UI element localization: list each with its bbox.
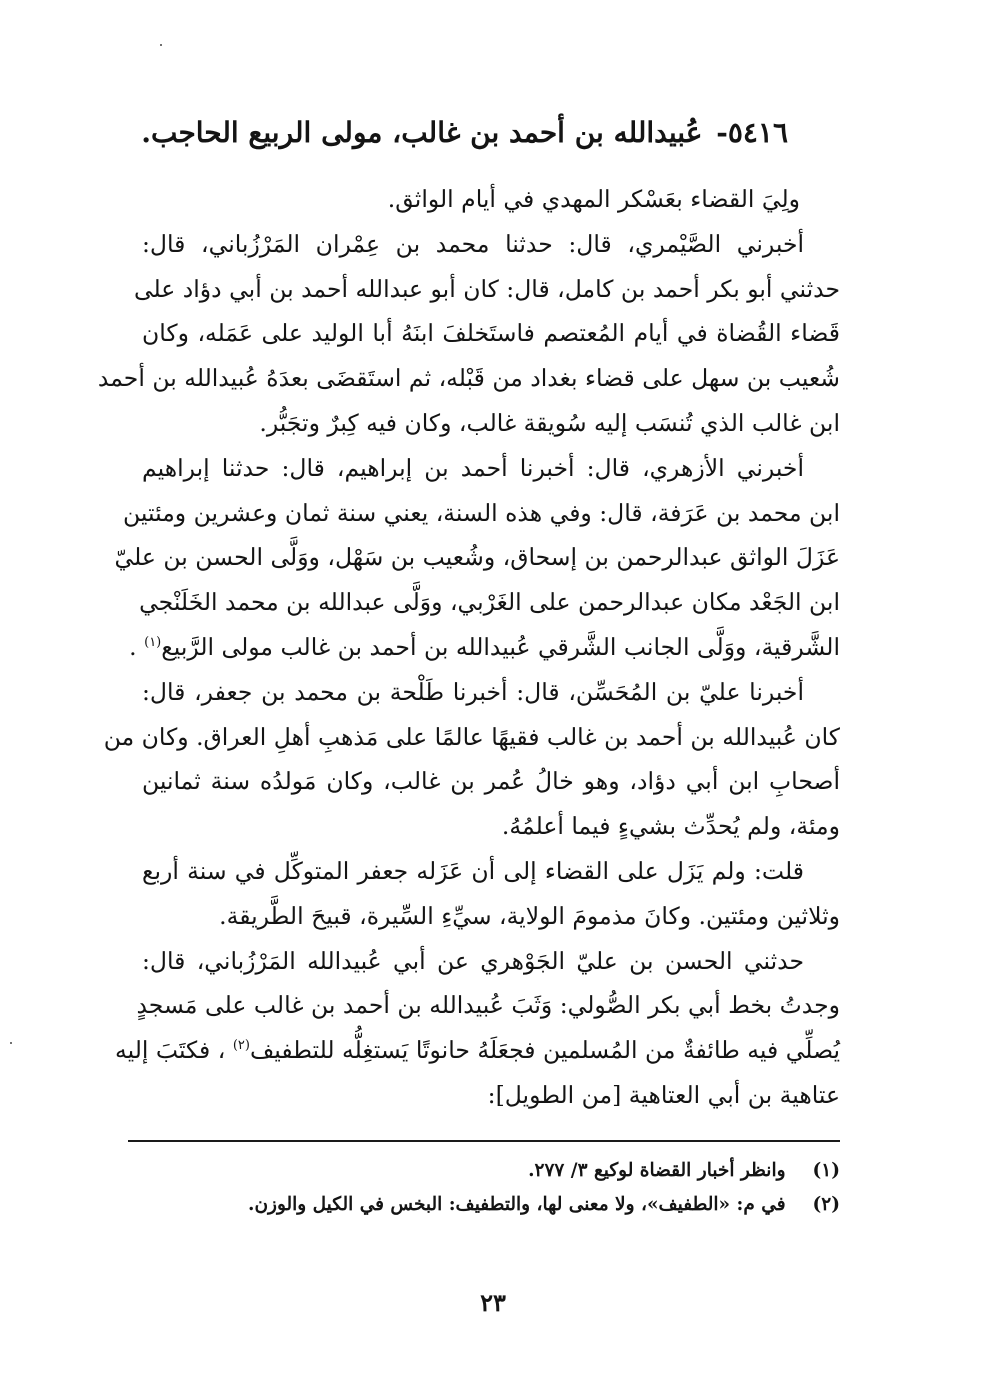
text-line: أخبرنا عليّ بن المُحَسِّن، قال: أخبرنا طَلْحة بن محمد بن جعفر، قال: [142, 677, 804, 706]
footnote-reference[interactable]: (١) [144, 635, 162, 651]
footnote [142, 1154, 840, 1188]
text-line [115, 1028, 840, 1073]
text-line-continuation: ، فكتَبَ إليه [115, 1036, 226, 1065]
text-line: ومئة، ولم يُحدِّث بشيءٍ فيما أعلمُهُ. [501, 812, 840, 841]
page-number: ٢٣ [480, 1288, 506, 1317]
entry-heading [141, 113, 788, 153]
text-line: ابن محمد بن عَرَفة، قال: وفي هذه السنة، يعني سنة ثمان وعشرين ومئتين [123, 498, 840, 527]
body-text [97, 177, 840, 1118]
text-line: حدثني الحسن بن عليّ الجَوْهري عن أبي عُبيدالله المَرْزُباني، قال: [142, 946, 804, 975]
text-line: ولِيَ القضاء بعَسْكر المهدي في أيام الواثق. [387, 185, 800, 213]
paragraph [142, 849, 840, 939]
text-line: كان عُبيدالله بن أحمد بن غالب فقيهًا عالمًا على مَذهبِ أهلِ العراق. وكان من [103, 722, 840, 751]
footnote-divider [128, 1140, 840, 1142]
footnote [142, 1188, 840, 1222]
entry-title: عُبيدالله بن أحمد بن غالب، مولى الربيع الحاجب. [141, 116, 703, 149]
footnote-marker: (٢) [812, 1194, 840, 1215]
text-line-content: الشَّرقية، ووَلَّى الجانب الشَّرقي عُبيدالله بن أحمد بن غالب مولى الرَّبيع [161, 632, 840, 661]
text-line: أخبرني الصَّيْمري، قال: حدثنا محمد بن عِمْران المَرْزُباني، قال: [142, 229, 804, 258]
paragraph [115, 939, 840, 1118]
text-line: عَزَلَ الواثق عبدالرحمن بن إسحاق، وشُعيب بن سَهْل، ووَلَّى الحسن بن عليّ [114, 543, 840, 572]
text-line: وجدتُ بخط أبي بكر الصُّولي: وَثَبَ عُبيدالله بن أحمد بن غالب على مَسجدٍ [136, 991, 840, 1020]
text-line: قَضاء القُضاة في أيام المُعتصم فاستَخلفَ ابنَهُ أبا الوليد على عَمَله، وكان [142, 319, 840, 348]
paragraph [142, 177, 840, 222]
text-line: ابن غالب الذي تُنسَب إليه سُويقة غالب، وكان فيه كِبرٌ وتجَبُّر. [259, 408, 840, 437]
footnote-reference[interactable]: (٢) [232, 1038, 250, 1054]
paragraph [114, 446, 840, 670]
text-line: قلت: ولم يَزَل على القضاء إلى أن عَزَله جعفر المتوكِّل في سنة أربع [142, 856, 804, 885]
footnote-text: في م: «الطفيف»، ولا معنى لها، والتطفيف: البخس في الكيل والوزن. [248, 1194, 786, 1215]
text-line: ابن الجَعْد مكان عبدالرحمن على الغَرْبي، ووَلَّى عبدالله بن محمد الخَلَنْجي [139, 588, 840, 617]
footnote-text: وانظر أخبار القضاة لوكيع ٣/ ٢٧٧. [528, 1160, 786, 1181]
text-line: أخبرني الأزهري، قال: أخبرنا أحمد بن إبراهيم، قال: حدثنا إبراهيم [142, 453, 804, 482]
entry-number: ٥٤١٦- [716, 116, 788, 149]
text-line: وثلاثين ومئتين. وكانَ مذمومَ الولاية، سيِّءِ السِّيرة، قبيحَ الطَّريقة. [219, 901, 840, 930]
text-line: حدثني أبو بكر أحمد بن كامل، قال: كان أبو عبدالله أحمد بن أبي دؤاد على [133, 274, 840, 303]
paragraph [97, 222, 840, 446]
footnotes [142, 1154, 840, 1222]
text-line: عتاهية بن أبي العتاهية [من الطويل]: [487, 1080, 840, 1109]
scan-speck [160, 44, 162, 46]
paragraph [103, 670, 840, 849]
footnote-marker: (١) [812, 1160, 840, 1181]
scan-speck [10, 1042, 12, 1044]
text-line: شُعيب بن سهل على قضاء بغداد من قَبْله، ثم استَقضَى بعدَهُ عُبيدالله بن أحمد [97, 364, 840, 393]
text-line: أصحابِ ابن أبي دؤاد، وهو خالُ عُمر بن غالب، وكان مَولدُه سنة ثمانين [142, 767, 840, 796]
text-line: الشَّرقية، ووَلَّى الجانب الشَّرقي عُبيدالله بن أحمد بن غالب مولى الرَّبيع$^{(١)}$ . [129, 632, 840, 661]
text-line-content: يُصلِّي فيه طائفةٌ من المُسلمين فجعَلَهُ حانوتًا يَستغِلُّه للتطفيف [249, 1036, 840, 1065]
